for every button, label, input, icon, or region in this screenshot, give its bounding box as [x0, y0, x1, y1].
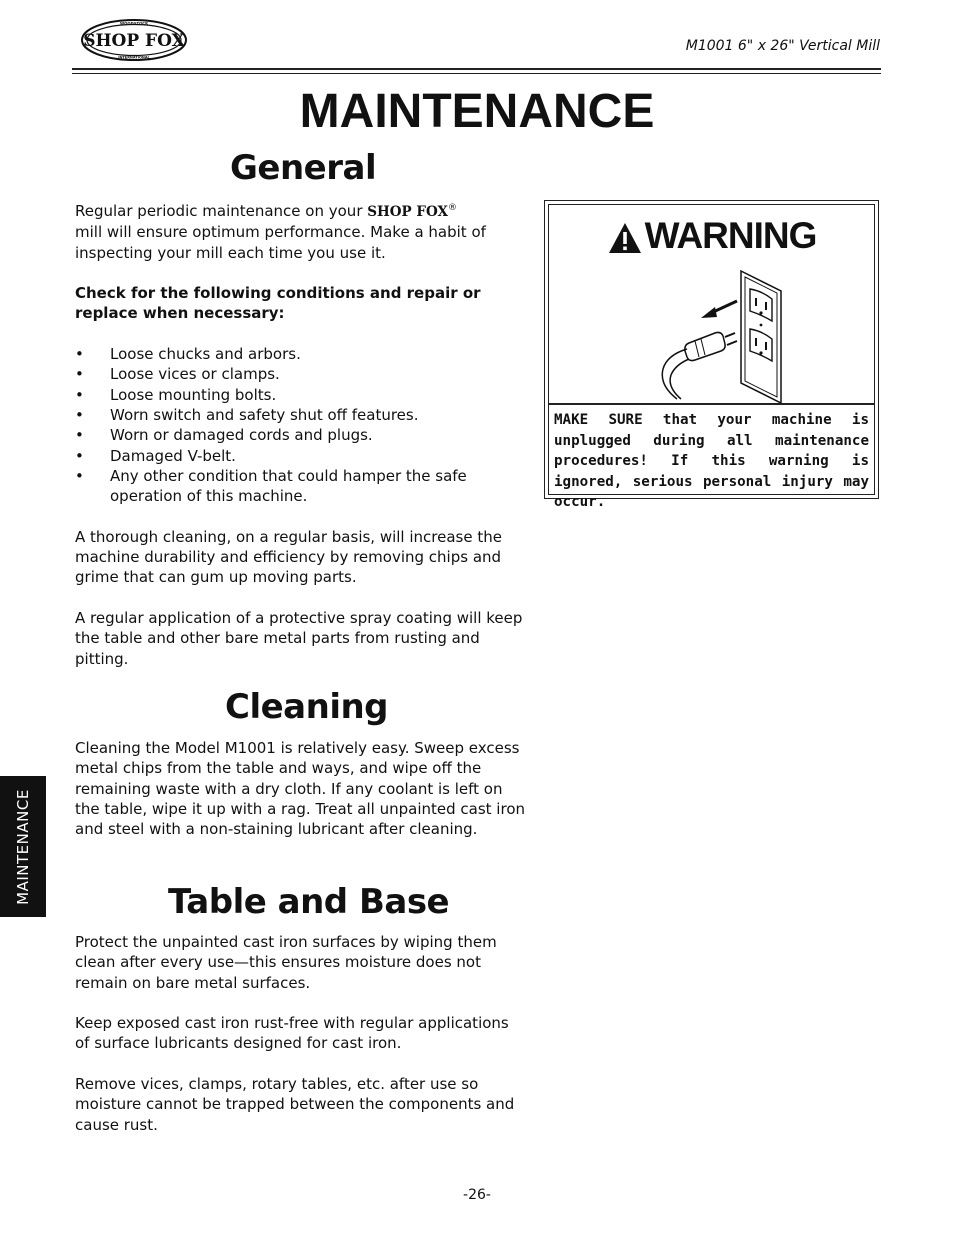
logo-ring-bottom: INTERNATIONAL	[118, 55, 150, 60]
cleaning-paragraph: A thorough cleaning, on a regular basis, will increase the machine durability and efficiency by removing chips and grime that can gum up moving parts.	[75, 527, 502, 587]
table-base-section	[75, 932, 527, 1155]
side-tab-label: MAINTENANCE	[14, 788, 32, 905]
shop-fox-logo	[80, 18, 190, 62]
checklist-item: • Loose chucks and arbors.	[75, 344, 527, 364]
table-base-para-3: Remove vices, clamps, rotary tables, etc. after use so moisture cannot be trapped between the components and cause rust.	[75, 1075, 515, 1134]
document-title: M1001 6" x 26" Vertical Mill	[685, 38, 880, 54]
general-section	[75, 198, 527, 689]
unplug-illustration-icon	[649, 265, 789, 405]
cleaning-heading: Cleaning	[225, 687, 389, 727]
table-base-para-2: Keep exposed cast iron rust-free with regular applications of surface lubricants designed for cast iron.	[75, 1014, 509, 1053]
checklist-item: • Loose vices or clamps.	[75, 364, 527, 384]
general-heading: General	[230, 148, 377, 188]
warning-title: WARNING	[644, 215, 817, 256]
checklist-item: • Worn switch and safety shut off features.	[75, 405, 527, 425]
header-rule	[72, 68, 881, 70]
brand-name: SHOP FOX	[367, 204, 448, 220]
warning-divider	[549, 403, 874, 405]
warning-text: MAKE SURE that your machine is unplugged during all maintenance procedures! If this warning is ignored, serious personal injury may occur.	[554, 412, 869, 510]
page-number: -26-	[463, 1187, 491, 1203]
checklist-item: • Worn or damaged cords and plugs.	[75, 425, 527, 445]
general-intro: Regular periodic maintenance on your SHOP FOX® mill will ensure optimum performance. Make a habit of inspecting your mill each time you use it.	[75, 202, 486, 262]
warning-triangle-icon	[607, 221, 643, 255]
section-side-tab	[0, 776, 46, 917]
checklist-item: • Any other condition that could hamper the safe operation of this machine.	[75, 466, 527, 507]
warning-box	[544, 200, 879, 510]
page-title: MAINTENANCE	[299, 85, 655, 138]
table-base-heading: Table and Base	[168, 882, 450, 922]
maintenance-checklist	[75, 344, 527, 506]
table-base-para-1: Protect the unpainted cast iron surfaces by wiping them clean after every use—this ensures moisture does not remain on bare metal surfaces.	[75, 933, 497, 992]
warning-header	[549, 213, 874, 259]
logo-text: SHOP FOX	[83, 31, 185, 51]
cleaning-text: Cleaning the Model M1001 is relatively easy. Sweep excess metal chips from the table and ways, and wipe off the remaining waste with a dry cloth. If any coolant is left on the table, wipe it up with a rag. Treat all unpainted cast iron and steel with a non-staining lubricant after cleaning.	[75, 739, 525, 839]
checklist-item: • Loose mounting bolts.	[75, 385, 527, 405]
header-rule-thin	[72, 73, 881, 74]
logo-ring-top: WOODSTOCK	[119, 20, 149, 26]
coating-paragraph: A regular application of a protective spray coating will keep the table and other bare metal parts from rusting and pitting.	[75, 608, 523, 668]
check-heading: Check for the following conditions and repair or replace when necessary:	[75, 284, 481, 323]
checklist-item: • Damaged V-belt.	[75, 446, 527, 466]
